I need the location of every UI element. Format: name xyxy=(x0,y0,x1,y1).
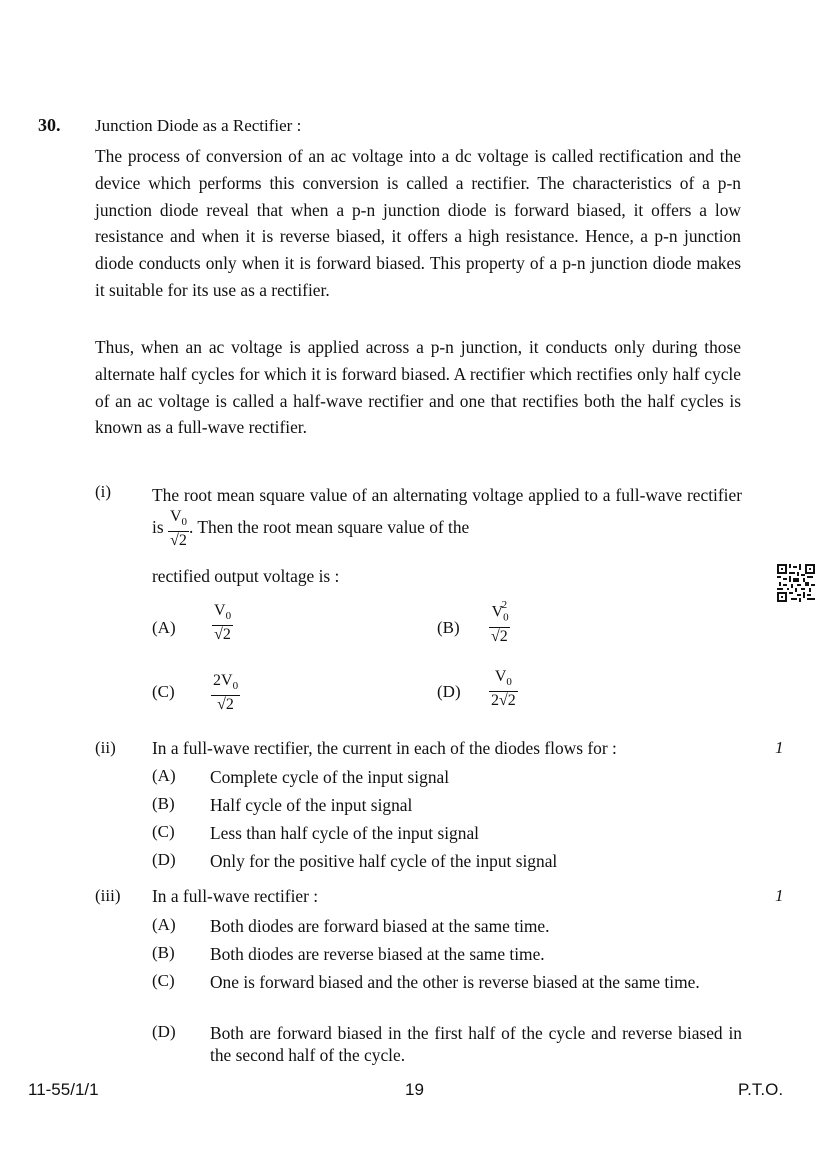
option-iii-c-text: One is forward biased and the other is reverse biased at the same time. xyxy=(210,972,700,992)
option-i-a-fraction: $\frac{V_0}{√2}$ xyxy=(214,602,232,644)
option-ii-b-label: (B) xyxy=(152,794,175,813)
sub-question-ii-label: (ii) xyxy=(95,738,116,757)
option-ii-b-text: Half cycle of the input signal xyxy=(210,795,413,815)
sub-question-iii-label: (iii) xyxy=(95,886,121,905)
footer-page-number: 19 xyxy=(405,1080,424,1099)
sub-question-i-text-before: The root mean square value of an alternating voltage applied to a full-wave rectifier is xyxy=(152,485,742,538)
option-ii-a-text: Complete cycle of the input signal xyxy=(210,767,450,787)
option-i-b-fraction: $\frac{V_0^2}{√2}$ xyxy=(491,599,509,645)
option-ii-d-text: Only for the positive half cycle of the input signal xyxy=(210,851,558,871)
footer-pto: P.T.O. xyxy=(738,1080,784,1099)
rms-voltage-fraction: $\frac{V_0}{√2}$ xyxy=(169,508,188,550)
sub-question-ii-marks: 1 xyxy=(775,738,784,757)
paragraph-2: Thus, when an ac voltage is applied across a p-n junction, it conducts only during those alternate half cycles for which it is forward biased. A rectifier which rectifies only half cycle of an ac voltage is called a half-wave rectifier and one that rectifies both the half cycles is known as a full-wave rectifier. xyxy=(95,337,741,438)
sub-question-iii-marks: 1 xyxy=(775,886,784,905)
option-iii-d-label: (D) xyxy=(152,1022,176,1041)
option-iii-a-label: (A) xyxy=(152,915,176,934)
sub-question-i-line3: rectified output voltage is : xyxy=(152,566,340,586)
option-iii-b-text: Both diodes are reverse biased at the same time. xyxy=(210,944,545,964)
qr-code-icon xyxy=(777,564,815,602)
option-i-b-label: (B) xyxy=(437,618,460,637)
option-ii-c-label: (C) xyxy=(152,822,175,841)
footer-paper-code: 11-55/1/1 xyxy=(28,1080,99,1099)
question-title: Junction Diode as a Rectifier : xyxy=(95,116,302,135)
sub-question-i-text-after: . Then the root mean square value of the xyxy=(189,517,470,538)
option-ii-d-label: (D) xyxy=(152,850,176,869)
sub-question-iii-text: In a full-wave rectifier : xyxy=(152,886,319,906)
option-iii-d-text: Both are forward biased in the first half of the cycle and reverse biased in the second half of the cycle. xyxy=(210,1023,742,1065)
option-iii-a-text: Both diodes are forward biased at the same time. xyxy=(210,916,550,936)
option-ii-a-label: (A) xyxy=(152,766,176,785)
sub-question-i-text xyxy=(152,482,742,550)
option-i-d-fraction: $\frac{V_0}{2√2}$ xyxy=(491,668,516,710)
option-i-d-label: (D) xyxy=(437,682,461,701)
option-iii-b-label: (B) xyxy=(152,943,175,962)
option-i-c-fraction: $\frac{2V_0}{√2}$ xyxy=(213,672,239,714)
option-ii-c-text: Less than half cycle of the input signal xyxy=(210,823,479,843)
option-i-c-label: (C) xyxy=(152,682,175,701)
option-iii-c-label: (C) xyxy=(152,971,175,990)
option-i-a-label: (A) xyxy=(152,618,176,637)
sub-question-i-label: (i) xyxy=(95,482,112,501)
sub-question-ii-text: In a full-wave rectifier, the current in each of the diodes flows for : xyxy=(152,738,617,758)
paragraph-1: The process of conversion of an ac voltage into a dc voltage is called rectification and the device which performs this conversion is called a rectifier. The characteristics of a p-n junction diode reveal that when a p-n junction diode is forward biased, it offers a low resistance and when it is reverse biased, it offers a high resistance. Hence, a p-n junction diode conducts only when it is forward biased. This property of a p-n junction diode makes it suitable for its use as a rectifier. xyxy=(95,146,741,300)
question-number: 30. xyxy=(38,115,61,135)
